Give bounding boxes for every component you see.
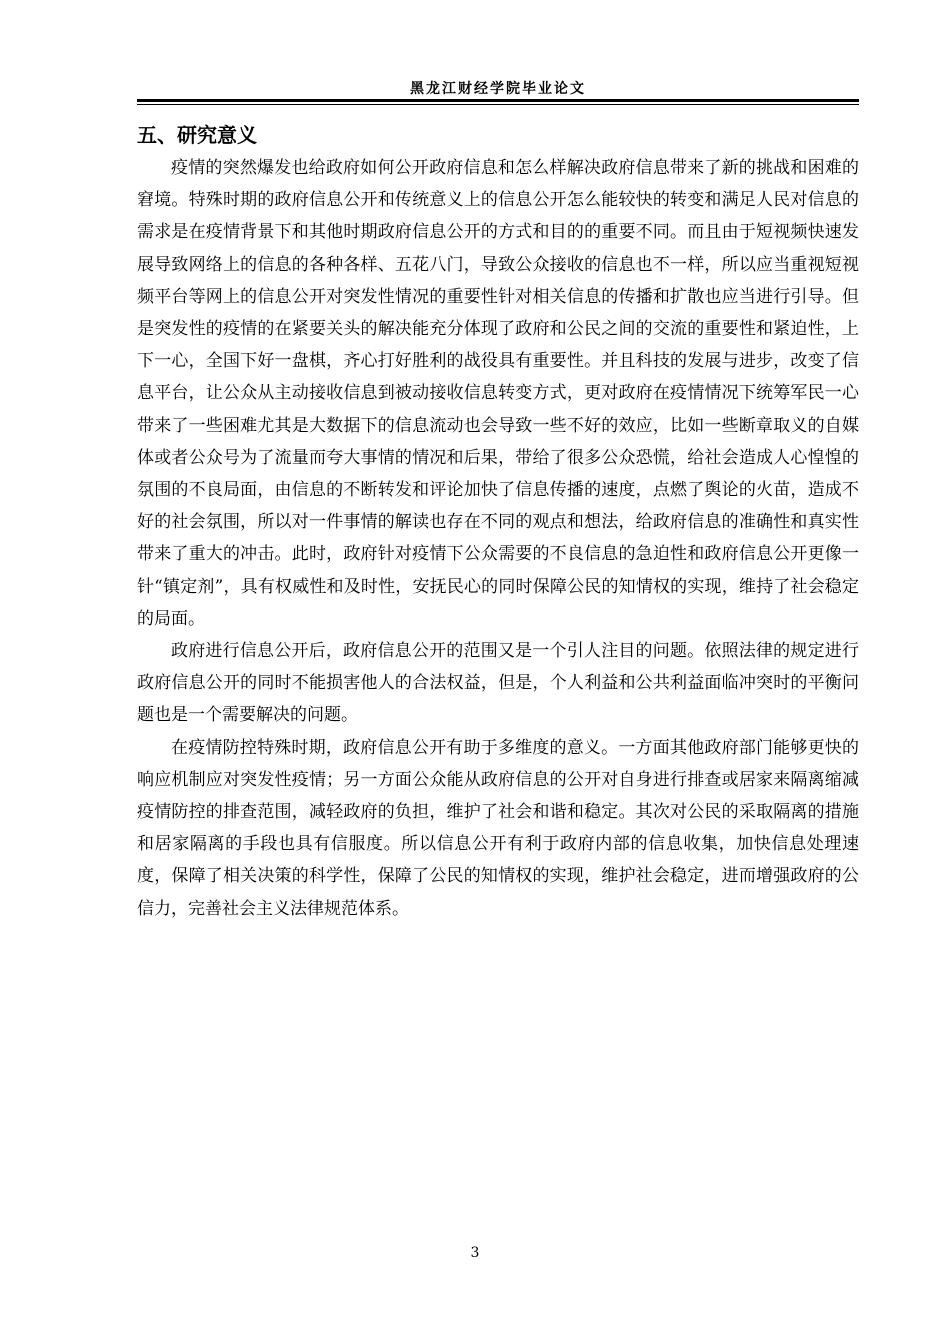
paragraph-3: 在疫情防控特殊时期，政府信息公开有助于多维度的意义。一方面其他政府部门能够更快的响应机制应对突发性疫情；另一方面公众能从政府信息的公开对自身进行排查或居家来隔离缩减疫情防控的排查范围，减轻政府的负担，维护了社会和谐和稳定。其次对公民的采取隔离的措施和居家隔离的手段也具有信服度。所以信息公开有利于政府内部的信息收集，加快信息处理速度，保障了相关决策的科学性，保障了公民的知情权的实现，维护社会稳定，进而增强政府的公信力，完善社会主义法律规范体系。 [137,737,859,919]
paragraph-1: 疫情的突然爆发也给政府如何公开政府信息和怎么样解决政府信息带来了新的挑战和困难的窘境。特殊时期的政府信息公开和传统意义上的信息公开怎么能较快的转变和满足人民对信息的需求是在疫情背景下和其他时期政府信息公开的方式和目的的重要不同。而且由于短视频快速发展导致网络上的信息的各种各样、五花八门，导致公众接收的信息也不一样，所以应当重视短视频平台等网上的信息公开对突发性情况的重要性针对相关信息的传播和扩散也应当进行引导。但是突发性的疫情的在紧要关头的解决能充分体现了政府和公民之间的交流的重要性和紧迫性，上下一心，全国下好一盘棋，齐心打好胜利的战役具有重要性。并且科技的发展与进步，改变了信息平台，让公众从主动接收信息到被动接收信息转变方式，更对政府在疫情情况下统筹军民一心带来了一些困难尤其是大数据下的信息流动也会导致一些不好的效应，比如一些断章取义的自媒体或者公众号为了流量而夸大事情的情况和后果，带给了很多公众恐慌，给社会造成人心惶惶的氛围的不良局面，由信息的不断转发和评论加快了信息传播的速度，点燃了舆论的火苗，造成不好的社会氛围，所以对一件事情的解读也存在不同的观点和想法，给政府信息的准确性和真实性带来了重大的冲击。此时，政府针对疫情下公众需要的不良信息的急迫性和政府信息公开更像一针“镇定剂”，具有权威性和及时性，安抚民心的同时保障公民的知情权的实现，维持了社会稳定的局面。 [137,158,859,629]
page-header-title: 黑龙江财经学院毕业论文 [410,81,586,97]
main-content [137,118,859,925]
section-title: 五、研究意义 [137,123,257,147]
header-rule-thin [137,104,859,105]
paragraph-2: 政府进行信息公开后，政府信息公开的范围又是一个引人注目的问题。依照法律的规定进行政府信息公开的同时不能损害他人的合法权益，但是，个人利益和公共利益面临冲突时的平衡问题也是一个需要解决的问题。 [137,641,859,726]
header-rule-thick [137,99,859,102]
page-number: 3 [470,1245,480,1261]
